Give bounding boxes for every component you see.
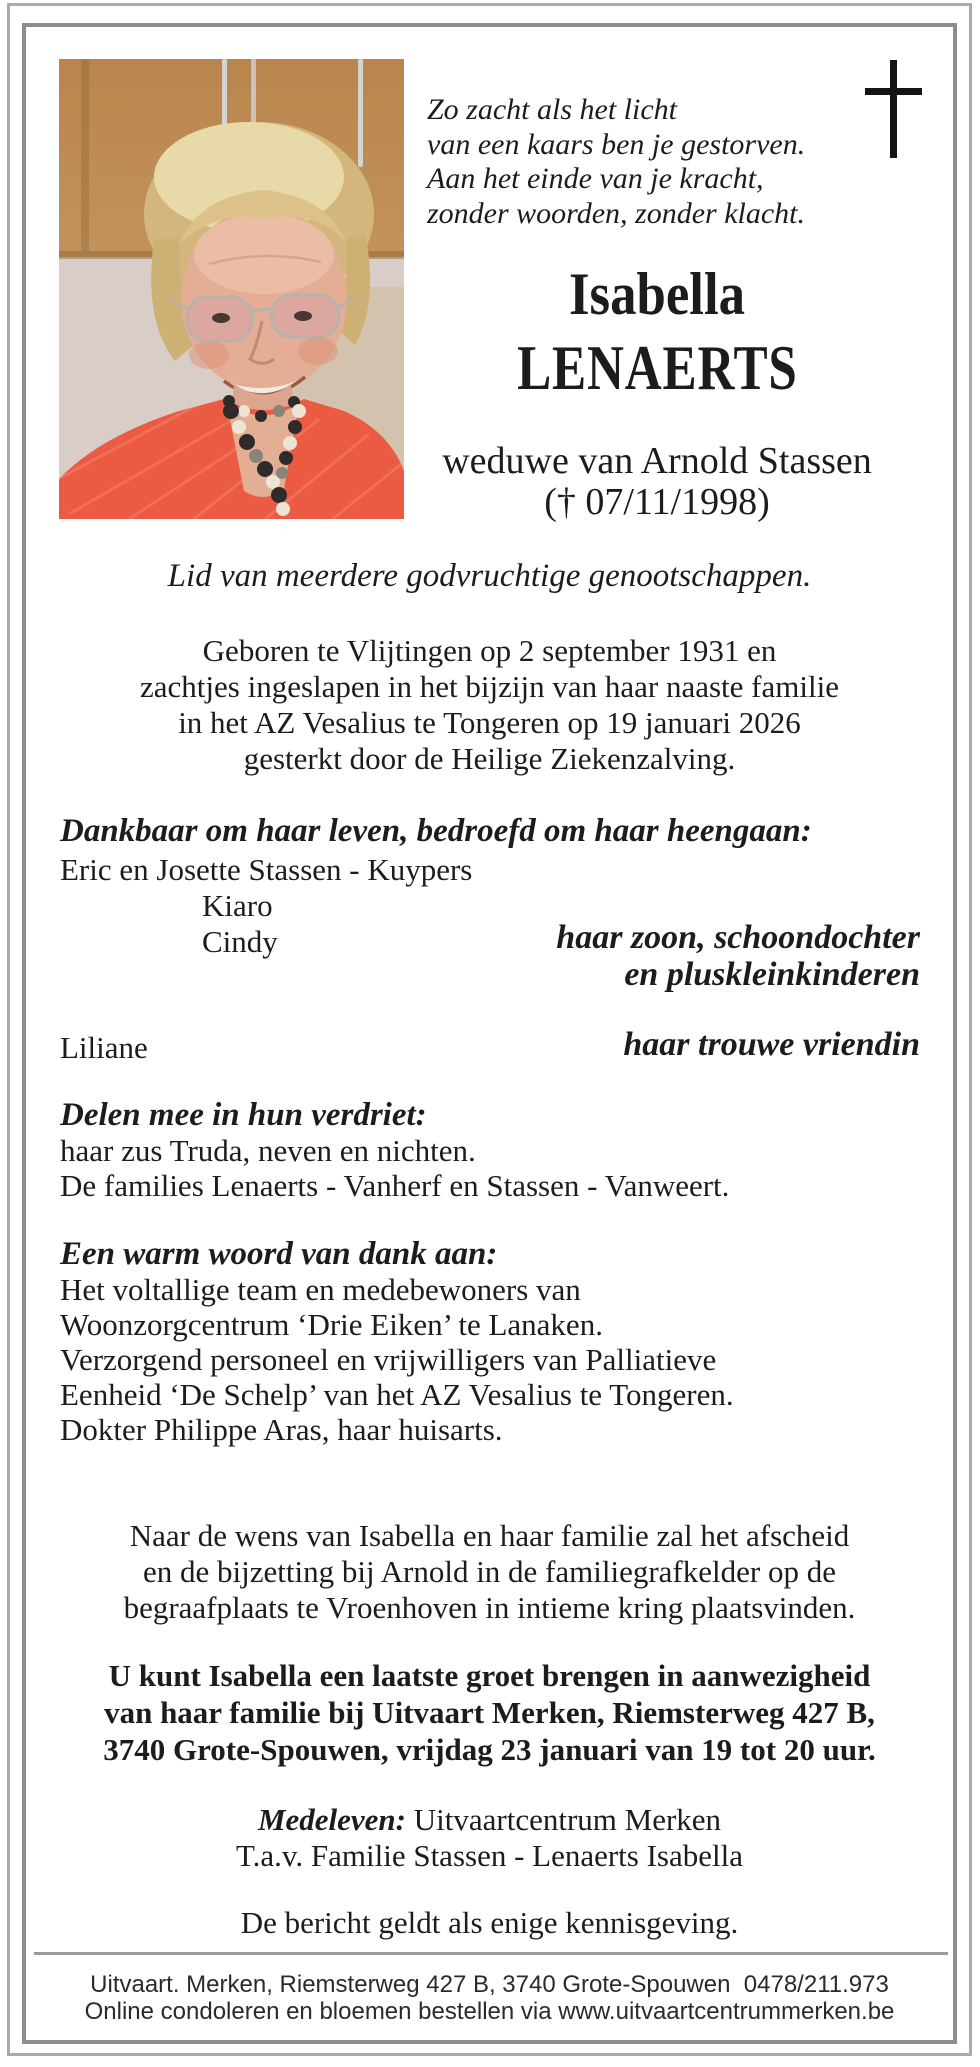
thanks-heading: Een warm woord van dank aan: [60, 1236, 498, 1272]
thanks-line: Verzorgend personeel en vrijwilligers van Palliatieve [60, 1342, 717, 1377]
life-line: Geboren te Vlijtingen op 2 september 1931 en [202, 633, 777, 668]
thanks-line: Woonzorgcentrum ‘Drie Eiken’ te Lanaken. [60, 1307, 603, 1342]
grief-line: haar zus Truda, neven en nichten. [60, 1133, 476, 1168]
notice-line: De bericht geldt als enige kennisgeving. [240, 1905, 739, 1940]
friend-relation: haar trouwe vriendin [623, 1026, 920, 1063]
widow-date-line: († 07/11/1998) [544, 481, 770, 523]
online-condolence-info: Online condoleren en bloemen bestellen via www.uitvaartcentrummerken.be [84, 1998, 895, 2025]
friend-name: Liliane [60, 1030, 148, 1065]
relation-line: en pluskleinkinderen [624, 956, 920, 993]
poem-line: van een kaars ben je gestorven. [427, 127, 806, 161]
life-line: gesterkt door de Heilige Ziekenzalving. [243, 741, 736, 776]
eye [212, 313, 230, 323]
poem-line: Aan het einde van je kracht, [427, 162, 764, 195]
condolence-value: Uitvaartcentrum Merken [406, 1802, 722, 1837]
widow-line: weduwe van Arnold Stassen [442, 440, 872, 482]
portrait-photo [59, 59, 404, 519]
grief-line: De families Lenaerts - Vanherf en Stassen - Vanweert. [60, 1168, 730, 1203]
family-couple: Eric en Josette Stassen - Kuypers [60, 852, 473, 887]
visitation-line: 3740 Grote-Spouwen, vrijdag 23 januari van 19 tot 20 uur. [103, 1732, 876, 1767]
gratitude-heading: Dankbaar om haar leven, bedroefd om haar heengaan: [60, 813, 812, 849]
grandchild-name: Cindy [202, 924, 278, 959]
condolence-label: Medeleven: [257, 1802, 406, 1837]
life-line: zachtjes ingeslapen in het bijzijn van haar naaste familie [140, 669, 839, 704]
condolence-line [26, 1802, 953, 1838]
poem-line: zonder woorden, zonder klacht. [427, 196, 806, 230]
poem [427, 93, 805, 231]
eye [294, 311, 312, 321]
visitation-line: U kunt Isabella een laatste groet brengen in aanwezigheid [108, 1658, 871, 1693]
poem-line: Zo zacht als het licht [427, 93, 677, 126]
relation-line: haar zoon, schoondochter [556, 919, 920, 956]
farewell-line: begraafplaats te Vroenhoven in intieme kring plaatsvinden. [123, 1590, 856, 1625]
visitation-line: van haar familie bij Uitvaart Merken, Riemsterweg 427 B, [104, 1695, 875, 1730]
thanks-line: Het voltallige team en medebewoners van [60, 1272, 581, 1307]
membership-line: Lid van meerdere godvruchtige genootschappen. [167, 558, 812, 594]
deceased-first-name: Isabella [568, 261, 746, 327]
grandchild-name: Kiaro [202, 888, 273, 923]
grief-heading: Delen mee in hun verdriet: [60, 1097, 427, 1133]
thanks-line: Dokter Philippe Aras, haar huisarts. [60, 1412, 503, 1447]
farewell-line: Naar de wens van Isabella en haar familie zal het afscheid [129, 1518, 850, 1553]
memorial-cross-icon [865, 60, 922, 158]
funeral-home-contact: Uitvaart. Merken, Riemsterweg 427 B, 3740 Grote-Spouwen 0478/211.973 [90, 1971, 889, 1998]
thanks-line: Eenheid ‘De Schelp’ van het AZ Vesalius te Tongeren. [60, 1377, 734, 1412]
footer-divider [34, 1952, 948, 1955]
condolence-attn: T.a.v. Familie Stassen - Lenaerts Isabella [235, 1838, 744, 1873]
farewell-line: en de bijzetting bij Arnold in de familiegrafkelder op de [143, 1554, 836, 1589]
life-line: in het AZ Vesalius te Tongeren op 19 januari 2026 [178, 705, 801, 740]
deceased-last-name: LENAERTS [516, 332, 798, 403]
